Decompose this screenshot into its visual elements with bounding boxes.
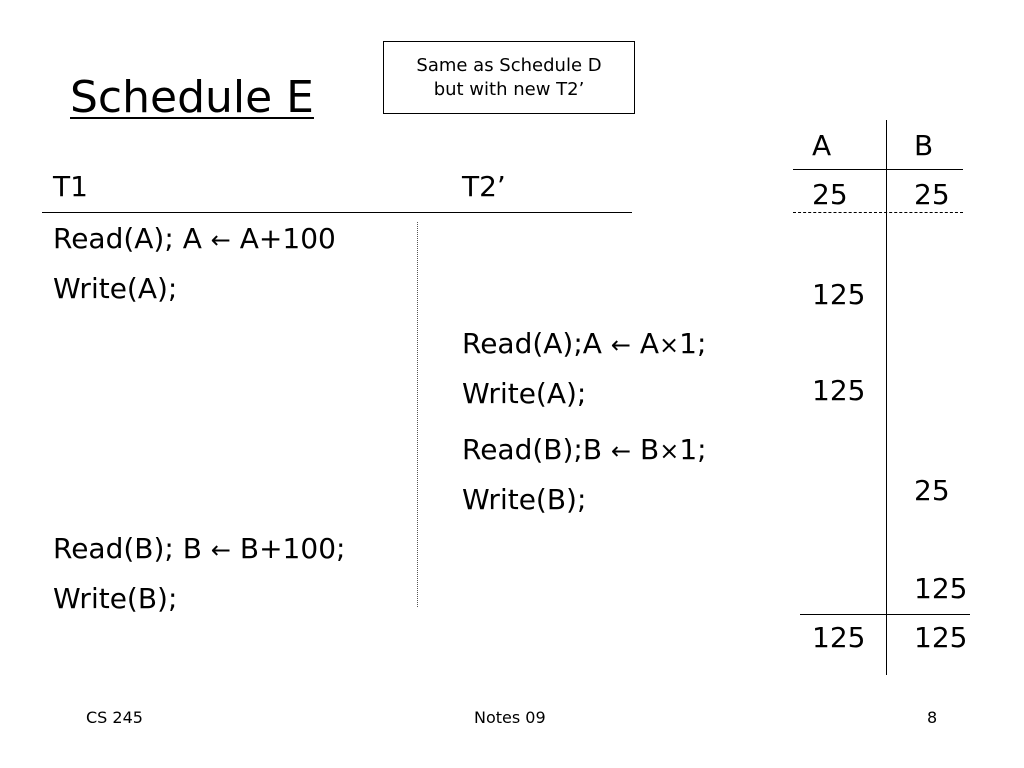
t1-read-a (53, 222, 336, 255)
t2-a-factor: 1; (679, 327, 707, 360)
t1-read-b (53, 532, 345, 565)
times-icon: × (659, 331, 680, 359)
t2-read-b (462, 433, 707, 466)
value-final-a: 125 (812, 621, 866, 654)
assign-arrow-icon: ← (610, 437, 632, 465)
t1-write-a: Write(A); (53, 272, 178, 305)
value-header-b: B (914, 129, 934, 162)
t2-read-a (462, 327, 706, 360)
value-initial-a: 25 (812, 178, 848, 211)
schedule-column-divider (417, 222, 418, 607)
t1-read-b-text: Read(B); B (53, 532, 202, 565)
t1-a-expression: A+100 (239, 222, 336, 255)
value-final-b: 125 (914, 621, 968, 654)
t2-write-a: Write(A); (462, 377, 587, 410)
t1-header: T1 (53, 170, 88, 203)
assign-arrow-icon: ← (610, 331, 631, 359)
footer-course: CS 245 (86, 708, 143, 727)
value-column-divider (886, 120, 887, 675)
t2-header: T2’ (462, 170, 506, 203)
value-header-a: A (812, 129, 832, 162)
schedule-header-rule (42, 212, 632, 213)
note-line-2: but with new T2’ (433, 78, 585, 100)
value-initial-b: 25 (914, 178, 950, 211)
footer-notes: Notes 09 (474, 708, 546, 727)
value-final-rule (800, 614, 970, 615)
times-icon: × (659, 437, 680, 465)
t2-read-a-text: Read(A);A (462, 327, 602, 360)
t2-read-b-text: Read(B);B (462, 433, 603, 466)
value-header-rule (793, 169, 963, 170)
t1-read-a-text: Read(A); A (53, 222, 202, 255)
note-box (383, 41, 635, 114)
t2-a-expression: A (639, 327, 660, 360)
assign-arrow-icon: ← (210, 226, 231, 254)
value-b-after-t1-write: 125 (914, 572, 968, 605)
t2-write-b: Write(B); (462, 483, 587, 516)
value-a-after-t1-write: 125 (812, 278, 866, 311)
value-initial-rule (793, 212, 963, 213)
value-b-after-t2-write: 25 (914, 474, 950, 507)
t1-b-expression: B+100; (239, 532, 346, 565)
note-line-1: Same as Schedule D (416, 54, 602, 76)
value-a-after-t2-write: 125 (812, 374, 866, 407)
assign-arrow-icon: ← (210, 536, 231, 564)
t1-write-b: Write(B); (53, 582, 178, 615)
t2-b-expression: B (639, 433, 660, 466)
footer-page-number: 8 (927, 708, 938, 727)
slide-title: Schedule E (70, 72, 314, 123)
t2-b-factor: 1; (679, 433, 707, 466)
